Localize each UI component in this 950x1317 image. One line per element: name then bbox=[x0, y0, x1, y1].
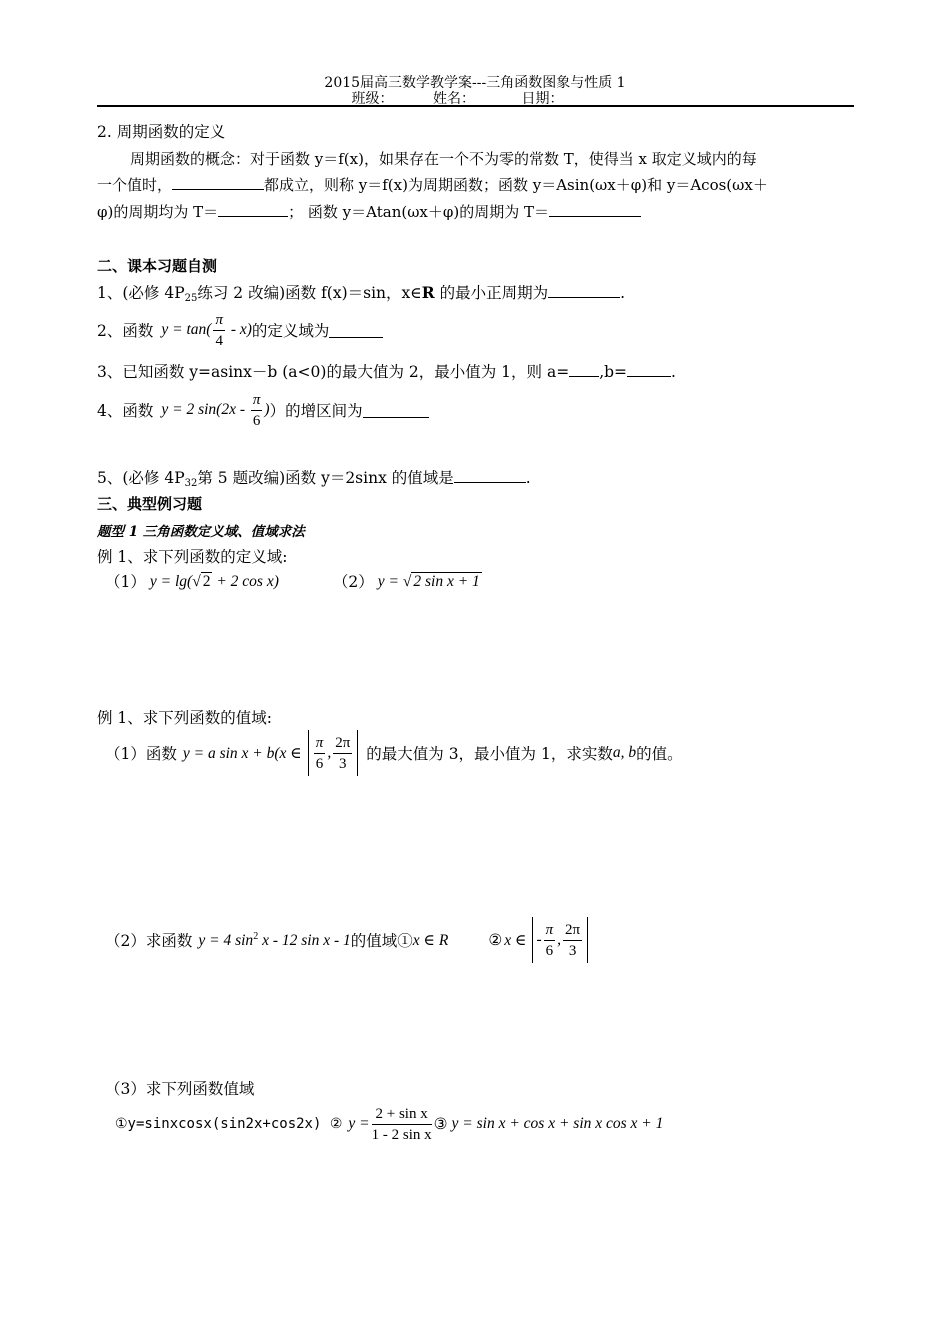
ex2-q3-part1: ①y=sinxcosx(sin2x+cos2x) ② bbox=[115, 1116, 343, 1132]
ex2-q1-frac1 bbox=[314, 733, 326, 774]
q5-subscript: 32 bbox=[184, 478, 198, 489]
doc-title: 2015届高三数学教学案---三角函数图象与性质 1 bbox=[324, 75, 626, 91]
exercise-4 bbox=[97, 386, 429, 434]
blank-period-tan bbox=[549, 216, 641, 217]
q1-real-set: R bbox=[421, 283, 435, 302]
q2-fraction bbox=[213, 310, 225, 351]
exercise-5 bbox=[97, 466, 531, 489]
q2-text-a: 2、函数 bbox=[97, 322, 154, 340]
periodic-line3-b: ； 函数 y＝Atan(ωx＋φ)的周期为 T＝ bbox=[288, 203, 550, 221]
q1-subscript: 25 bbox=[184, 293, 198, 304]
ex2-q1-frac1-num: π bbox=[314, 733, 326, 754]
ex2-q2-text-c: ② bbox=[488, 931, 503, 949]
exercise-2 bbox=[97, 306, 383, 354]
ex2-q3-fraction bbox=[372, 1104, 432, 1145]
example2-q3 bbox=[115, 1100, 663, 1148]
blank-q2 bbox=[329, 337, 383, 338]
q3-text-a: 3、已知函数 y=asinx－b (a<0)的最大值为 2，最小值为 1，则 a= bbox=[97, 363, 570, 381]
ex2-q2-frac2 bbox=[563, 920, 582, 961]
q1-text-a: 1、(必修 4P bbox=[97, 284, 185, 302]
periodic-heading: 2. 周期函数的定义 bbox=[97, 123, 226, 141]
blank-q3-a bbox=[569, 376, 599, 377]
ex2-q2-frac2-num: 2π bbox=[563, 920, 582, 941]
ex1-sqrt2: 2 bbox=[202, 572, 211, 590]
q2-formula-tail: - x) bbox=[226, 320, 252, 338]
q2-text-b: 的定义域为 bbox=[251, 322, 330, 340]
ex2-q3-part3-formula: y = sin x + cos x + sin x cos x + 1 bbox=[451, 1115, 664, 1132]
ex2-q3-frac-den: 1 - 2 sin x bbox=[371, 1126, 432, 1143]
ex2-q2-text-b: 的值域① bbox=[350, 932, 413, 950]
ex2-q2-frac2-den: 3 bbox=[568, 942, 577, 959]
ex2-q1-frac2 bbox=[333, 733, 352, 774]
q1-end: . bbox=[620, 284, 626, 302]
ex2-q3-frac-num: 2 + sin x bbox=[372, 1104, 432, 1125]
ex2-q1-frac2-den: 3 bbox=[338, 755, 347, 772]
ex1-part1-label: （1） bbox=[105, 573, 146, 591]
example2-q2 bbox=[105, 915, 588, 965]
ex1-sqrt-head: y = bbox=[377, 572, 403, 590]
q4-frac-num: π bbox=[251, 390, 263, 411]
q2-formula-head: y = tan( bbox=[161, 320, 212, 338]
blank-q5 bbox=[454, 482, 526, 483]
ex2-q2-x-in: x ∈ bbox=[504, 931, 527, 949]
ex1-lg-head: y = lg( bbox=[149, 572, 193, 590]
exercise-1 bbox=[97, 281, 625, 304]
ex2-q1-formula bbox=[183, 744, 302, 763]
ex1-part2-label: （2） bbox=[332, 573, 374, 591]
ex2-q2-domain-R: x ∈ R bbox=[412, 931, 449, 949]
section-three-heading: 三、典型例习题 bbox=[97, 495, 203, 513]
example1-title: 例 1、求下列函数的定义域: bbox=[97, 548, 288, 566]
ex1-part1-formula: y = lg(√ 2 + 2 cos x) bbox=[149, 572, 279, 590]
ex2-q2-frac1 bbox=[544, 920, 556, 961]
example1-parts bbox=[105, 570, 482, 592]
periodic-line1: 周期函数的概念：对于函数 y＝f(x)，如果存在一个不为零的常数 T，使得当 x 取定义域内的每 bbox=[130, 150, 757, 168]
ex2-q2-sup: 2 bbox=[253, 930, 259, 942]
ex1-lg-tail: + 2 cos x) bbox=[212, 572, 279, 590]
type1-heading: 题型 1 三角函数定义域、值域求法 bbox=[97, 524, 305, 540]
doc-fields: 班级：_____ 姓名：______ 日期：_____ bbox=[351, 91, 599, 107]
blank-q3-b bbox=[627, 376, 671, 377]
ex2-q1-interval: $\frac{\pi}{6}$ , $\frac{2\pi}{3}$ bbox=[308, 730, 358, 776]
ex2-q2-formula bbox=[198, 931, 350, 950]
ex2-q2-formula-head: y = 4 sin bbox=[198, 931, 254, 949]
ex2-q1-frac1-den: 6 bbox=[315, 755, 324, 772]
ex2-q1-ab: a, b bbox=[612, 744, 637, 761]
q1-text-c: 的最小正周期为 bbox=[434, 284, 549, 302]
section-two-heading: 二、课本习题自测 bbox=[97, 257, 218, 275]
q4-text-b: ）的增区间为 bbox=[269, 402, 363, 420]
periodic-line2-a: 一个值时， bbox=[97, 176, 173, 194]
exercise-3 bbox=[97, 360, 676, 382]
ex2-q3-y-eq: y = bbox=[348, 1115, 370, 1132]
periodic-line2 bbox=[97, 174, 768, 195]
blank-period-sin bbox=[218, 216, 288, 217]
ex2-q2-frac1-den: 6 bbox=[545, 942, 554, 959]
ex2-q1-text-a: （1）函数 bbox=[105, 745, 177, 763]
q5-end: . bbox=[525, 469, 531, 487]
blank-q1 bbox=[548, 297, 620, 298]
ex2-q1-text-b: 的最大值为 3，最小值为 1，求实数 bbox=[366, 745, 613, 763]
blank-definition bbox=[172, 189, 264, 190]
q4-formula-head: y = 2 sin(2x - bbox=[161, 400, 249, 418]
q2-formula bbox=[161, 310, 252, 351]
ex2-q2-interval: - $\frac{\pi}{6}$ , $\frac{2\pi}{3}$ bbox=[532, 917, 588, 963]
ex2-q2-minus: - bbox=[536, 931, 542, 948]
ex1-part2-formula: y = √ 2 sin x + 1 bbox=[377, 572, 480, 590]
q5-text-b: 第 5 题改编)函数 y＝2sinx 的值域是 bbox=[197, 469, 454, 487]
ex2-q1-frac2-num: 2π bbox=[333, 733, 352, 754]
ex2-q1-formula-head: y = a sin x + b(x ∈ bbox=[182, 744, 302, 762]
example2-q1 bbox=[105, 728, 683, 778]
blank-q4 bbox=[363, 417, 429, 418]
q4-formula-tail: ) bbox=[264, 400, 270, 418]
example2-title: 例 1、求下列函数的值域: bbox=[97, 709, 273, 727]
ex2-q2-frac1-num: π bbox=[544, 920, 556, 941]
ex2-q1-text-c: 的值。 bbox=[636, 745, 683, 763]
ex1-sqrt-body: 2 sin x + 1 bbox=[413, 572, 480, 590]
q4-text-a: 4、函数 bbox=[97, 402, 154, 420]
example2-q3-title: （3）求下列函数值域 bbox=[105, 1080, 255, 1098]
q4-frac-den: 6 bbox=[252, 412, 261, 429]
ex2-q2-formula-tail: x - 12 sin x - 1 bbox=[258, 931, 351, 949]
periodic-line2-b: 都成立，则称 y＝f(x)为周期函数；函数 y＝Asin(ωx＋φ)和 y＝Acos(ωx＋ bbox=[264, 176, 768, 194]
q4-formula bbox=[161, 390, 269, 431]
q1-text-b: 练习 2 改编)函数 f(x)＝sin，x∈ bbox=[197, 284, 422, 302]
q2-frac-num: π bbox=[213, 310, 225, 331]
periodic-line3 bbox=[97, 201, 641, 222]
q3-text-b: ,b= bbox=[599, 363, 628, 381]
ex2-q2-text-a: （2）求函数 bbox=[105, 932, 193, 950]
header-rule bbox=[97, 105, 854, 107]
ex2-q3-circle3: ③ bbox=[433, 1115, 448, 1133]
periodic-line3-a: φ)的周期均为 T＝ bbox=[97, 203, 219, 221]
q2-frac-den: 4 bbox=[215, 332, 223, 349]
q5-text-a: 5、(必修 4P bbox=[97, 469, 185, 487]
q4-fraction bbox=[251, 390, 263, 431]
q3-end: . bbox=[671, 363, 676, 381]
